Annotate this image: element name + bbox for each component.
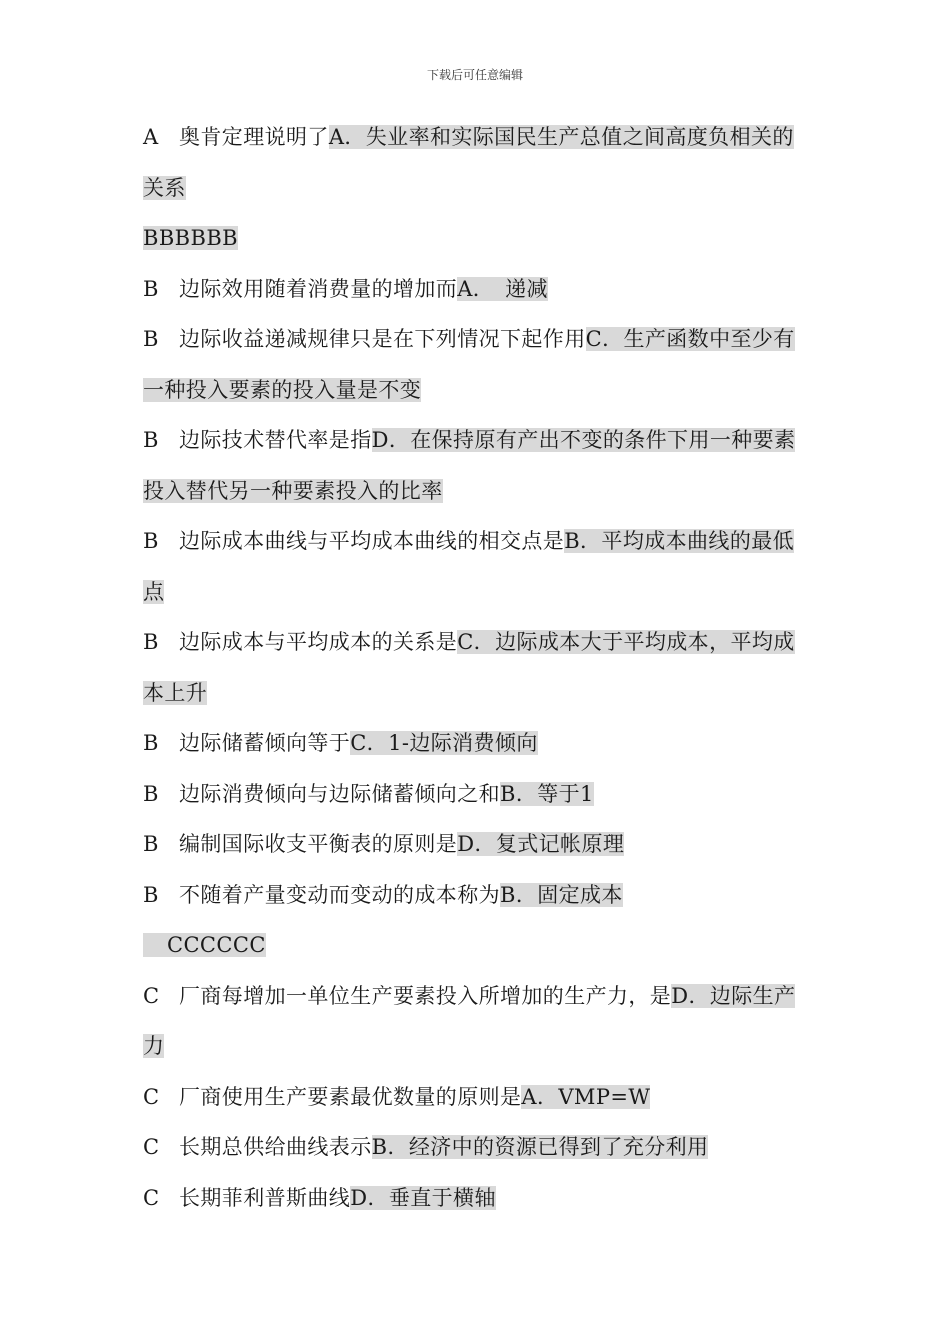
question-text: 编制国际收支平衡表的原则是	[179, 832, 458, 856]
index-letter: A	[143, 125, 159, 149]
question-item	[143, 415, 811, 516]
index-letter: C	[143, 1135, 160, 1159]
answer-text: D．垂直于横轴	[350, 1185, 496, 1210]
question-text: 厂商使用生产要素最优数量的原则是	[179, 1084, 522, 1109]
answer-text: B．等于1	[500, 781, 594, 806]
question-item	[143, 870, 811, 921]
answer-text: D．在保持原有产出不变的条件下用一种要素投入替代另一种要素投入的比率	[143, 428, 796, 503]
index-letter: B	[143, 832, 159, 856]
index-letter: C	[143, 983, 160, 1008]
answer-text: A． 递减	[457, 276, 548, 301]
answer-text: D．边际生产力	[143, 983, 796, 1058]
question-text: 边际效用随着消费量的增加而	[179, 276, 458, 301]
index-letter: B	[143, 428, 159, 452]
index-letter: B	[143, 529, 159, 553]
question-text: 长期总供给曲线表示	[179, 1135, 372, 1159]
index-letter: B	[143, 882, 159, 907]
question-item	[143, 112, 811, 213]
answer-text: D．复式记帐原理	[457, 832, 625, 856]
answer-text: B．固定成本	[500, 882, 623, 907]
question-text: 边际收益递减规律只是在下列情况下起作用	[179, 327, 586, 351]
question-text: 边际储蓄倾向等于	[179, 731, 351, 755]
section-c	[143, 920, 811, 1223]
page-header: 下载后可任意编辑	[426, 68, 523, 82]
question-item	[143, 314, 811, 415]
question-text: 边际成本曲线与平均成本曲线的相交点是	[179, 529, 565, 553]
index-letter: B	[143, 731, 159, 755]
answer-text: C．1-边际消费倾向	[350, 731, 538, 755]
index-letter: B	[143, 327, 159, 351]
question-item	[143, 819, 811, 870]
section-marker	[143, 213, 811, 264]
answer-text: B．经济中的资源已得到了充分利用	[371, 1135, 709, 1159]
answer-text: A．失业率和实际国民生产总值之间高度负相关的关系	[143, 125, 794, 200]
section-a	[143, 112, 811, 213]
question-text: 边际技术替代率是指	[179, 428, 372, 452]
answer-text: C．生产函数中至少有一种投入要素的投入量是不变	[143, 327, 795, 402]
question-item	[143, 971, 811, 1072]
question-item	[143, 718, 811, 769]
question-text: 边际成本与平均成本的关系是	[179, 630, 458, 654]
question-text: 不随着产量变动而变动的成本称为	[179, 882, 500, 907]
section-marker-text: BBBBBB	[143, 226, 238, 250]
question-item	[143, 516, 811, 617]
section-b	[143, 213, 811, 920]
question-item	[143, 1122, 811, 1173]
question-text: 厂商每增加一单位生产要素投入所增加的生产力，是	[179, 983, 672, 1008]
question-text: 奥肯定理说明了	[179, 125, 329, 149]
question-item	[143, 1173, 811, 1224]
answer-text: B．平均成本曲线的最低点	[143, 529, 795, 604]
index-letter: B	[143, 781, 159, 806]
index-letter: C	[143, 1084, 160, 1109]
index-letter: C	[143, 1185, 160, 1210]
document-body	[143, 112, 811, 1223]
question-item	[143, 264, 811, 315]
question-item	[143, 617, 811, 718]
answer-text: A．VMP=W	[521, 1084, 651, 1109]
question-text: 长期菲利普斯曲线	[179, 1185, 351, 1210]
index-letter: B	[143, 276, 159, 301]
question-item	[143, 769, 811, 820]
section-marker-text: CCCCCC	[143, 933, 266, 957]
section-marker	[143, 920, 811, 971]
question-text: 边际消费倾向与边际储蓄倾向之和	[179, 781, 500, 806]
answer-text: C．边际成本大于平均成本，平均成本上升	[143, 630, 795, 705]
index-letter: B	[143, 630, 159, 654]
question-item	[143, 1072, 811, 1123]
